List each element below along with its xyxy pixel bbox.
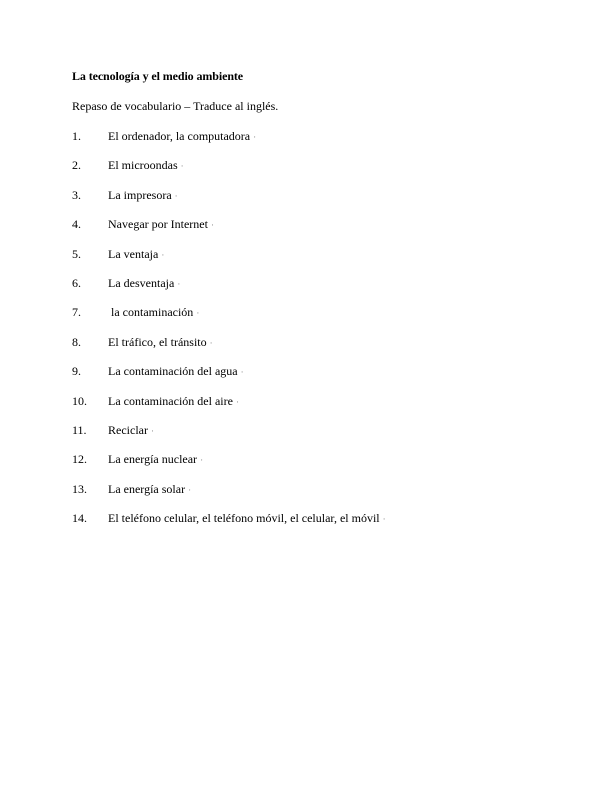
- item-text: [108, 394, 239, 409]
- item-number: 8.: [72, 334, 81, 349]
- item-number: 12.: [72, 452, 87, 467]
- item-label: El microondas: [108, 158, 178, 173]
- item-number: 14.: [72, 511, 87, 526]
- trailing-mark: ·: [161, 249, 165, 260]
- trailing-mark: ·: [188, 484, 192, 495]
- trailing-mark: ·: [210, 220, 214, 231]
- item-label: la contaminación: [108, 305, 194, 320]
- trailing-mark: ·: [235, 396, 239, 407]
- item-text: [108, 423, 154, 438]
- item-label: La contaminación del aire: [108, 393, 233, 408]
- item-number: 3.: [72, 187, 81, 202]
- item-number: 13.: [72, 481, 87, 496]
- trailing-mark: ·: [196, 308, 200, 319]
- item-label: El teléfono celular, el teléfono móvil, el celular, el móvil: [108, 511, 380, 526]
- item-label: La ventaja: [108, 246, 159, 261]
- item-label: La impresora: [108, 187, 172, 202]
- item-label: La contaminación del agua: [108, 364, 238, 379]
- item-label: Reciclar: [108, 422, 148, 437]
- item-text: [108, 247, 164, 262]
- trailing-mark: ·: [177, 278, 181, 289]
- item-label: El ordenador, la computadora: [108, 129, 251, 143]
- document-title: La tecnología y el medio ambiente: [72, 69, 244, 83]
- item-label: El tráfico, el tránsito: [108, 334, 207, 349]
- item-text: [108, 217, 214, 232]
- trailing-mark: ·: [382, 514, 386, 525]
- item-text: [108, 188, 178, 203]
- item-number: 11.: [72, 422, 87, 437]
- item-text: [108, 364, 244, 379]
- item-number: 5.: [72, 246, 81, 261]
- trailing-mark: ·: [200, 455, 204, 466]
- item-number: 10.: [72, 393, 87, 408]
- item-number: 9.: [72, 364, 81, 379]
- item-text: [108, 482, 191, 497]
- item-text: [108, 452, 203, 467]
- item-label: La energía solar: [108, 481, 186, 496]
- trailing-mark: ·: [150, 425, 154, 436]
- item-number: 6.: [72, 275, 81, 290]
- instructions: Repaso de vocabulario – Traduce al inglés.: [72, 99, 279, 113]
- item-text: [108, 335, 213, 350]
- trailing-mark: ·: [209, 337, 213, 348]
- item-number: 1.: [72, 129, 81, 143]
- item-label: La energía nuclear: [108, 452, 198, 467]
- item-text: [108, 305, 199, 320]
- item-text: [108, 511, 386, 526]
- trailing-mark: ·: [174, 190, 178, 201]
- trailing-mark: ·: [240, 367, 244, 378]
- item-number: 2.: [72, 158, 81, 173]
- item-number: 4.: [72, 217, 81, 232]
- item-text: [108, 276, 180, 291]
- trailing-mark: ·: [180, 161, 184, 172]
- item-label: Navegar por Internet: [108, 217, 208, 232]
- item-text: [108, 129, 256, 144]
- item-label: La desventaja: [108, 275, 175, 290]
- item-number: 7.: [72, 305, 81, 320]
- item-text: [108, 158, 184, 173]
- trailing-mark: ·: [253, 132, 257, 142]
